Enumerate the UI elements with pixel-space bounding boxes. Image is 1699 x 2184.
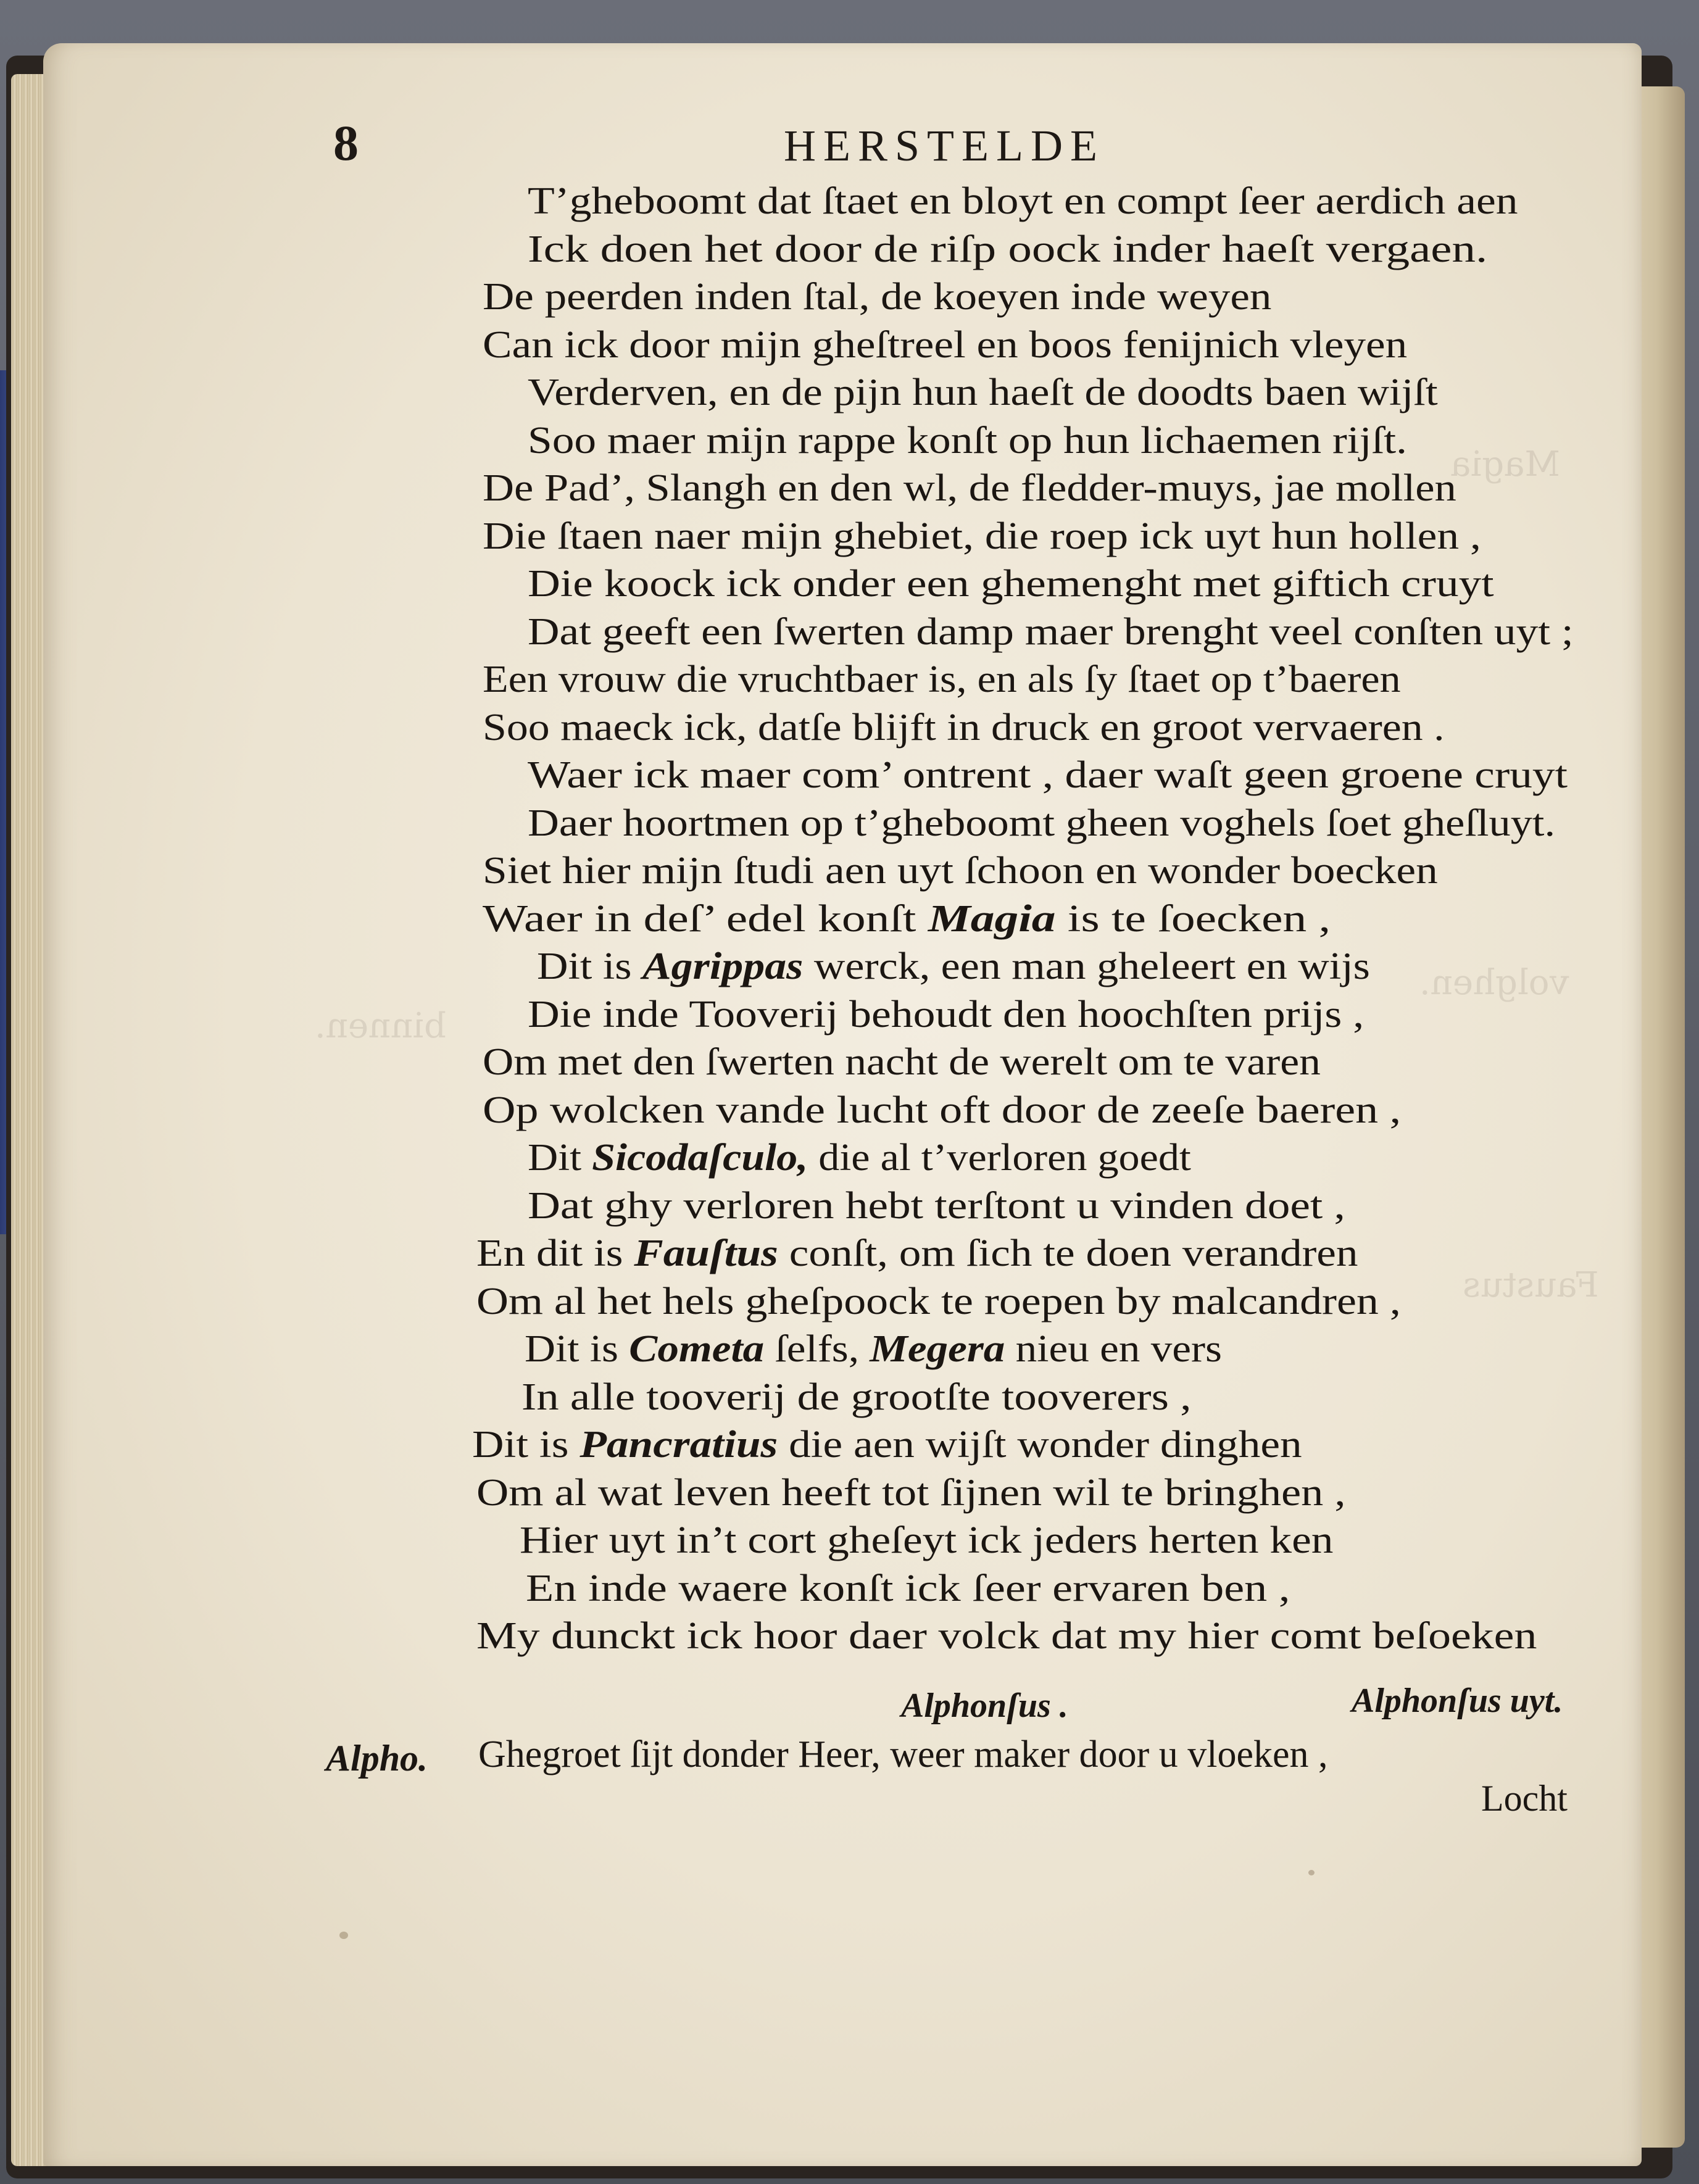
- verse-line: [526, 1569, 1290, 1608]
- italic-name: Cometa: [629, 1328, 765, 1370]
- verse-line: [483, 852, 1438, 890]
- speaker-prefix: Alpho.: [326, 1738, 428, 1779]
- verse-text: Daer hoortmen op t’gheboomt gheen voghels ſoet gheſluyt.: [528, 802, 1556, 844]
- bleed-through-text: Faustus: [1463, 1265, 1599, 1305]
- verse-text: Ick doen het door de riſp oock inder haeſt vergaen.: [528, 228, 1488, 270]
- verse-text: Die ſtaen naer mijn ghebiet, die roep ick uyt hun hollen ,: [483, 515, 1481, 557]
- verse-line: [476, 1617, 1537, 1655]
- verse-text: Soo maeck ick, datſe blijft in druck en groot vervaeren .: [483, 706, 1445, 749]
- verse-line: [528, 610, 1574, 653]
- verse-text: De peerden inden ſtal, de koeyen inde weyen: [483, 276, 1272, 318]
- verse-text: En dit is: [476, 1232, 634, 1274]
- italic-name: Agrippas: [642, 945, 804, 987]
- verse-line: [528, 230, 1487, 268]
- last-verse-line: Ghegroet ſijt donder Heer, weer maker door u vloeken ,: [478, 1733, 1328, 1775]
- verse-line: [476, 1282, 1401, 1321]
- catchword: Locht: [1481, 1778, 1568, 1819]
- verse-text: Om al wat leven heeft tot ſijnen wil te bringhen ,: [476, 1471, 1346, 1514]
- verse-text: My dunckt ick hoor daer volck dat my hier comt beſoeken: [476, 1615, 1537, 1657]
- verse-text: ſelfs,: [764, 1328, 870, 1370]
- verse-text: Dit is: [537, 945, 642, 987]
- verse-line: [528, 1139, 1191, 1177]
- verse-text: Dit: [528, 1137, 592, 1179]
- verse-text: T’gheboomt dat ſtaet en bloyt en compt ſeer aerdich aen: [528, 180, 1518, 222]
- verse-text: is te ſoecken ,: [1055, 897, 1331, 940]
- running-head: HERSTELDE: [784, 121, 1105, 170]
- verse-line: [528, 373, 1438, 412]
- verse-line: [528, 182, 1518, 220]
- verse-text: Een vrouw die vruchtbaer is, en als ſy ſtaet op t’baeren: [483, 658, 1401, 700]
- bleed-through-text: volghen.: [1419, 963, 1569, 1003]
- italic-name: Pancratius: [579, 1424, 778, 1466]
- verse-text: Op wolcken vande lucht oft door de zeeſe baeren ,: [483, 1089, 1402, 1131]
- verse-text: Verderven, en de pijn hun haeſt de doodts baen wijſt: [528, 372, 1438, 413]
- verse-line: [483, 708, 1445, 747]
- verse-text: In alle tooverij de grootſte tooverers ,: [521, 1376, 1192, 1418]
- stage-direction-enter: Alphonſus .: [901, 1687, 1068, 1725]
- verse-text: De Pad’, Slangh en den wl, de fledder-muys, jae mollen: [483, 467, 1456, 509]
- verse-text: werck, een man gheleert en wijs: [803, 945, 1370, 987]
- verse-text: die al t’verloren goedt: [808, 1137, 1191, 1179]
- italic-name: Magia: [928, 897, 1056, 940]
- verse-line: [483, 1091, 1401, 1129]
- verse-line: [528, 995, 1364, 1034]
- verse-line: [528, 804, 1555, 842]
- verse-text: Dat ghy verloren hebt terſtont u vinden doet ,: [528, 1184, 1345, 1227]
- verse-text: En inde waere konſt ick ſeer ervaren ben ,: [526, 1567, 1290, 1609]
- italic-name: Megera: [870, 1328, 1005, 1370]
- verse-text: Om al het hels gheſpoock te roepen by malcandren ,: [476, 1280, 1401, 1322]
- verse-text: Hier uyt in’t cort gheſeyt ick jeders herten ken: [520, 1519, 1334, 1561]
- verse-text: Soo maer mijn rappe konſt op hun lichaemen rijſt.: [528, 419, 1407, 462]
- verse-line: [476, 1471, 1346, 1514]
- verse-line: [483, 278, 1271, 316]
- foxing-spot: [339, 1932, 348, 1939]
- verse-line: [483, 469, 1456, 507]
- verse-text: Waer in deſ’ edel konſt: [483, 897, 928, 940]
- verse-text: nieu en vers: [1005, 1328, 1222, 1370]
- verse-text: Om met den ſwerten nacht de werelt om te varen: [483, 1041, 1321, 1083]
- italic-name: Fauſtus: [634, 1232, 778, 1274]
- verse-line: [521, 1378, 1191, 1416]
- bleed-through-text: binnen.: [315, 1006, 446, 1046]
- verse-text: Dit is: [472, 1424, 580, 1466]
- verse-text: Dit is: [525, 1328, 629, 1370]
- verse-text: Dat geeft een ſwerten damp maer brenght veel conſten uyt ;: [528, 610, 1574, 653]
- verse-line: [483, 897, 1331, 940]
- verse-line: [472, 1426, 1302, 1464]
- verse-line: [537, 947, 1370, 986]
- page-number: 8: [333, 115, 359, 171]
- verse-text: die aen wijſt wonder dinghen: [778, 1424, 1302, 1466]
- verse-line: [528, 756, 1568, 794]
- foxing-spot: [1308, 1870, 1315, 1875]
- stage-direction-exit: Alphonſus uyt.: [1352, 1682, 1563, 1720]
- verse-line: [528, 1184, 1345, 1227]
- verse-line: [483, 323, 1408, 366]
- verse-text: Waer ick maer com’ ontrent , daer waſt geen groene cruyt: [528, 754, 1568, 796]
- page-header: [0, 114, 1699, 170]
- verse-line: [528, 565, 1494, 603]
- verse-line: [520, 1521, 1333, 1559]
- verse-line: [483, 660, 1401, 699]
- bleed-through-text: Magia: [1450, 444, 1560, 484]
- verse-line: [528, 421, 1407, 460]
- verse-line: [525, 1330, 1222, 1368]
- verse-text: Siet hier mijn ſtudi aen uyt ſchoon en wonder boecken: [483, 850, 1438, 892]
- verse-text: Die inde Tooverij behoudt den hoochſten prijs ,: [528, 993, 1365, 1036]
- verse-line: [483, 517, 1481, 555]
- verse-text: Die koock ick onder een ghemenght met giftich cruyt: [528, 563, 1494, 605]
- verse-text: conſt, om ſich te doen verandren: [778, 1232, 1358, 1274]
- verse-line: [476, 1234, 1358, 1273]
- verse-line: [483, 1043, 1321, 1081]
- verse-text: Can ick door mijn gheſtreel en boos fenijnich vleyen: [483, 323, 1408, 366]
- italic-name: Sicodaſculo,: [592, 1137, 808, 1179]
